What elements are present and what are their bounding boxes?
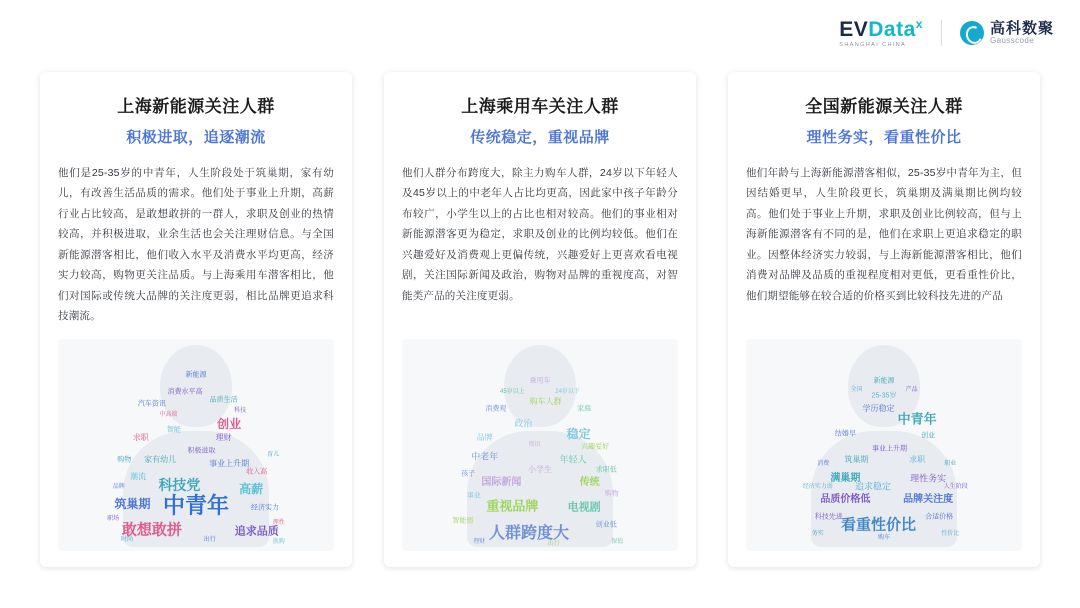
word-cloud-term: 创业 <box>921 432 936 440</box>
word-cloud-term: 家庭 <box>577 405 592 413</box>
word-cloud-term: 中青年 <box>162 493 230 519</box>
word-cloud-term: 购物 <box>604 490 619 497</box>
word-cloud-term: 经济实力弱 <box>802 484 833 491</box>
word-cloud-term: 筑巢期 <box>844 454 869 464</box>
word-cloud-term: 品质生活 <box>209 396 238 404</box>
word-cloud-term: 消费水平高 <box>167 388 203 396</box>
word-cloud-term: 新能源 <box>185 371 207 379</box>
word-cloud-term: 事业上升期 <box>872 445 908 453</box>
card-body-text: 他们是25-35岁的中青年，人生阶段处于筑巢期，家有幼儿，有改善生活品质的需求。他们处于事业上升期，高薪行业占比较高，是敢想敢拼的一群人，求职及创业的热情较高，并积极进取，业余生活也会关注理财信息。与全国新能源潜客相比，他们收入水平及消费水平均更高，经济实力较高，购物更关注品质。与上海乘用车潜客相比，他们对国际或传统大品牌的关注度更弱，相比品牌更追求科技潮流。 <box>58 167 334 323</box>
word-cloud-term: 智能 <box>166 426 181 434</box>
word-cloud-term: 消费观 <box>485 405 507 413</box>
word-cloud-term: 购车 <box>877 535 891 542</box>
card-title: 全国新能源关注人群 <box>805 97 963 116</box>
word-cloud-term: 收入高 <box>246 468 268 476</box>
word-cloud-term: 国际新闻 <box>481 476 522 488</box>
word-cloud-term: 品质价格低 <box>820 493 871 505</box>
word-cloud-term: 消费 <box>817 460 830 467</box>
word-cloud-term: 产品 <box>905 386 918 393</box>
card-subtitle: 理性务实，看重性价比 <box>806 129 962 146</box>
word-cloud-term: 智能弱 <box>452 517 474 525</box>
word-cloud-term: 潮流 <box>130 471 147 481</box>
word-cloud-term: 小学生 <box>528 465 552 475</box>
word-cloud-term: 电视剧 <box>567 501 601 514</box>
word-cloud-term: 乘用车 <box>529 377 551 385</box>
word-cloud-term: 性价比 <box>941 530 960 537</box>
word-cloud-term: 务实 <box>811 530 824 537</box>
word-cloud-term: 理性 <box>272 520 285 527</box>
word-cloud-term: 25-35岁 <box>871 392 897 400</box>
word-cloud-term: 经济实力 <box>251 504 279 512</box>
gausscode-logo <box>960 21 1054 45</box>
persona-card <box>40 72 352 567</box>
word-cloud-term: 资讯 <box>528 441 541 448</box>
evdata-logo <box>839 18 923 49</box>
word-cloud <box>58 339 334 551</box>
word-cloud-term: 职场 <box>107 515 120 522</box>
evdata-logo-superscript: x <box>915 17 923 31</box>
word-cloud-term: 筑巢期 <box>114 497 151 512</box>
evdata-logo-text <box>839 18 923 40</box>
evdata-logo-part1: EV <box>839 18 869 41</box>
card-subtitle: 传统稳定，重视品牌 <box>470 129 610 146</box>
word-cloud-term: 创业低 <box>595 521 617 529</box>
word-cloud-term: 积极进取 <box>187 447 216 455</box>
card-body-text: 他们人群分布跨度大，除主力购车人群，24岁以下年轻人及45岁以上的中老年人占比均更高，因此家中孩子年龄分布较广，小学生以上的占比也相对较高。他们的事业相对新能源潜客更为稳定，求职及创业的比例均较低。他们在兴趣爱好及消费观上更偏传统，兴趣爱好上更喜欢看电视剧，关注国际新闻及政治，购物对品牌的重视度高，对智能类产品的关注度更弱。 <box>402 167 678 302</box>
word-cloud-term: 稳定 <box>566 427 591 442</box>
evdata-logo-part2: Data <box>868 18 916 41</box>
gausscode-logo-text <box>990 21 1054 45</box>
word-cloud-term: 合适价格 <box>925 513 954 521</box>
word-cloud-term: 事业 <box>466 492 481 500</box>
word-cloud-term: 学历稳定 <box>862 403 895 413</box>
word-cloud-term: 家有幼儿 <box>144 454 177 464</box>
word-cloud-term: 科技 <box>234 407 247 414</box>
word-cloud-term: 求职 <box>132 433 149 443</box>
card-cloud-wrap <box>402 327 678 551</box>
evdata-logo-subtitle: SHANGHAI CHINA <box>839 42 907 48</box>
word-cloud-term: 科技先进 <box>814 513 843 521</box>
brand-header <box>839 18 1054 49</box>
word-cloud-term: 结婚早 <box>834 430 856 438</box>
word-cloud <box>746 339 1022 551</box>
word-cloud-term: 孩子 <box>461 470 476 478</box>
word-cloud-term: 追求稳定 <box>854 481 891 492</box>
word-cloud-term: 品牌 <box>476 433 493 443</box>
word-cloud-term: 理性务实 <box>910 473 947 484</box>
word-cloud-term: 事业上升期 <box>209 458 250 468</box>
word-cloud-term: 汽车资讯 <box>137 400 166 408</box>
word-cloud <box>402 339 678 551</box>
word-cloud-term: 理财 <box>215 433 232 443</box>
gausscode-logo-cn: 高科数聚 <box>989 20 1054 38</box>
word-cloud-term: 中老年 <box>471 451 499 462</box>
word-cloud-term: 全国 <box>850 386 863 393</box>
card-title: 上海乘用车关注人群 <box>461 97 619 116</box>
word-cloud-term: 中高端 <box>159 412 178 419</box>
word-cloud-term: 中青年 <box>897 411 937 427</box>
word-cloud-term: 育儿 <box>267 452 280 459</box>
word-cloud-term: 科技党 <box>158 477 201 494</box>
card-subtitle: 积极进取，追逐潮流 <box>126 129 266 146</box>
gausscode-logo-en: Gausscode <box>989 35 1035 45</box>
word-cloud-term: 政治 <box>514 418 533 429</box>
word-cloud-term: 看重性价比 <box>840 516 916 534</box>
word-cloud-term: 满巢期 <box>830 472 861 484</box>
word-cloud-term: 年轻人 <box>559 454 587 465</box>
card-title: 上海新能源关注人群 <box>117 97 275 116</box>
word-cloud-term: 换购 <box>272 539 285 546</box>
word-cloud-term: 求职 <box>909 454 926 464</box>
word-cloud-term: 理财 <box>473 539 486 546</box>
word-cloud-term: 人群跨度大 <box>488 524 569 542</box>
word-cloud-term: 传统 <box>579 476 600 488</box>
persona-card <box>728 72 1040 567</box>
word-cloud-term: 购车人群 <box>529 397 562 407</box>
word-cloud-term: 敢想敢拼 <box>121 521 182 539</box>
card-cloud-wrap <box>746 327 1022 551</box>
word-cloud-term: 24岁以下 <box>555 388 580 395</box>
word-cloud-term: 保值 <box>611 539 624 546</box>
word-cloud-term: 品牌关注度 <box>903 493 954 505</box>
word-cloud-term: 购物 <box>117 456 132 464</box>
word-cloud-term: 职业 <box>944 460 957 467</box>
gausscode-leaf-icon <box>960 21 984 45</box>
word-cloud-term: 高薪 <box>239 482 264 497</box>
word-cloud-term: 追求品质 <box>234 525 279 538</box>
word-cloud-term: 出行 <box>203 537 216 544</box>
word-cloud-term: 新能源 <box>873 377 895 385</box>
card-body-text: 他们年龄与上海新能源潜客相似，25-35岁中青年为主，但因结婚更早，人生阶段更长，筑巢期及满巢期比例均较高。他们处于事业上升期，求职及创业比例较高，但与上海新能源潜客有不同的是，他们在求职上更追求稳定的职业。因整体经济实力较弱，与上海新能源潜客相比，他们消费对品牌及品质的重视程度相对更低，更看重性价比，他们期望能够在较合适的价格买到比较科技先进的产品 <box>746 167 1022 302</box>
word-cloud-term: 求职低 <box>595 466 617 474</box>
card-cloud-wrap <box>58 327 334 551</box>
word-cloud-term: 创业 <box>217 416 242 431</box>
word-cloud-term: 45岁以上 <box>500 388 525 395</box>
word-cloud-term: 兴趣爱好 <box>581 443 610 451</box>
word-cloud-term: 出行 <box>547 541 560 548</box>
word-cloud-term: 时尚 <box>120 537 134 544</box>
persona-card-list <box>40 72 1040 567</box>
word-cloud-term: 重视品牌 <box>486 498 539 514</box>
word-cloud-term: 人生阶段 <box>943 484 968 491</box>
word-cloud-term: 品牌 <box>112 484 125 491</box>
persona-card <box>384 72 696 567</box>
logo-divider <box>941 20 942 46</box>
